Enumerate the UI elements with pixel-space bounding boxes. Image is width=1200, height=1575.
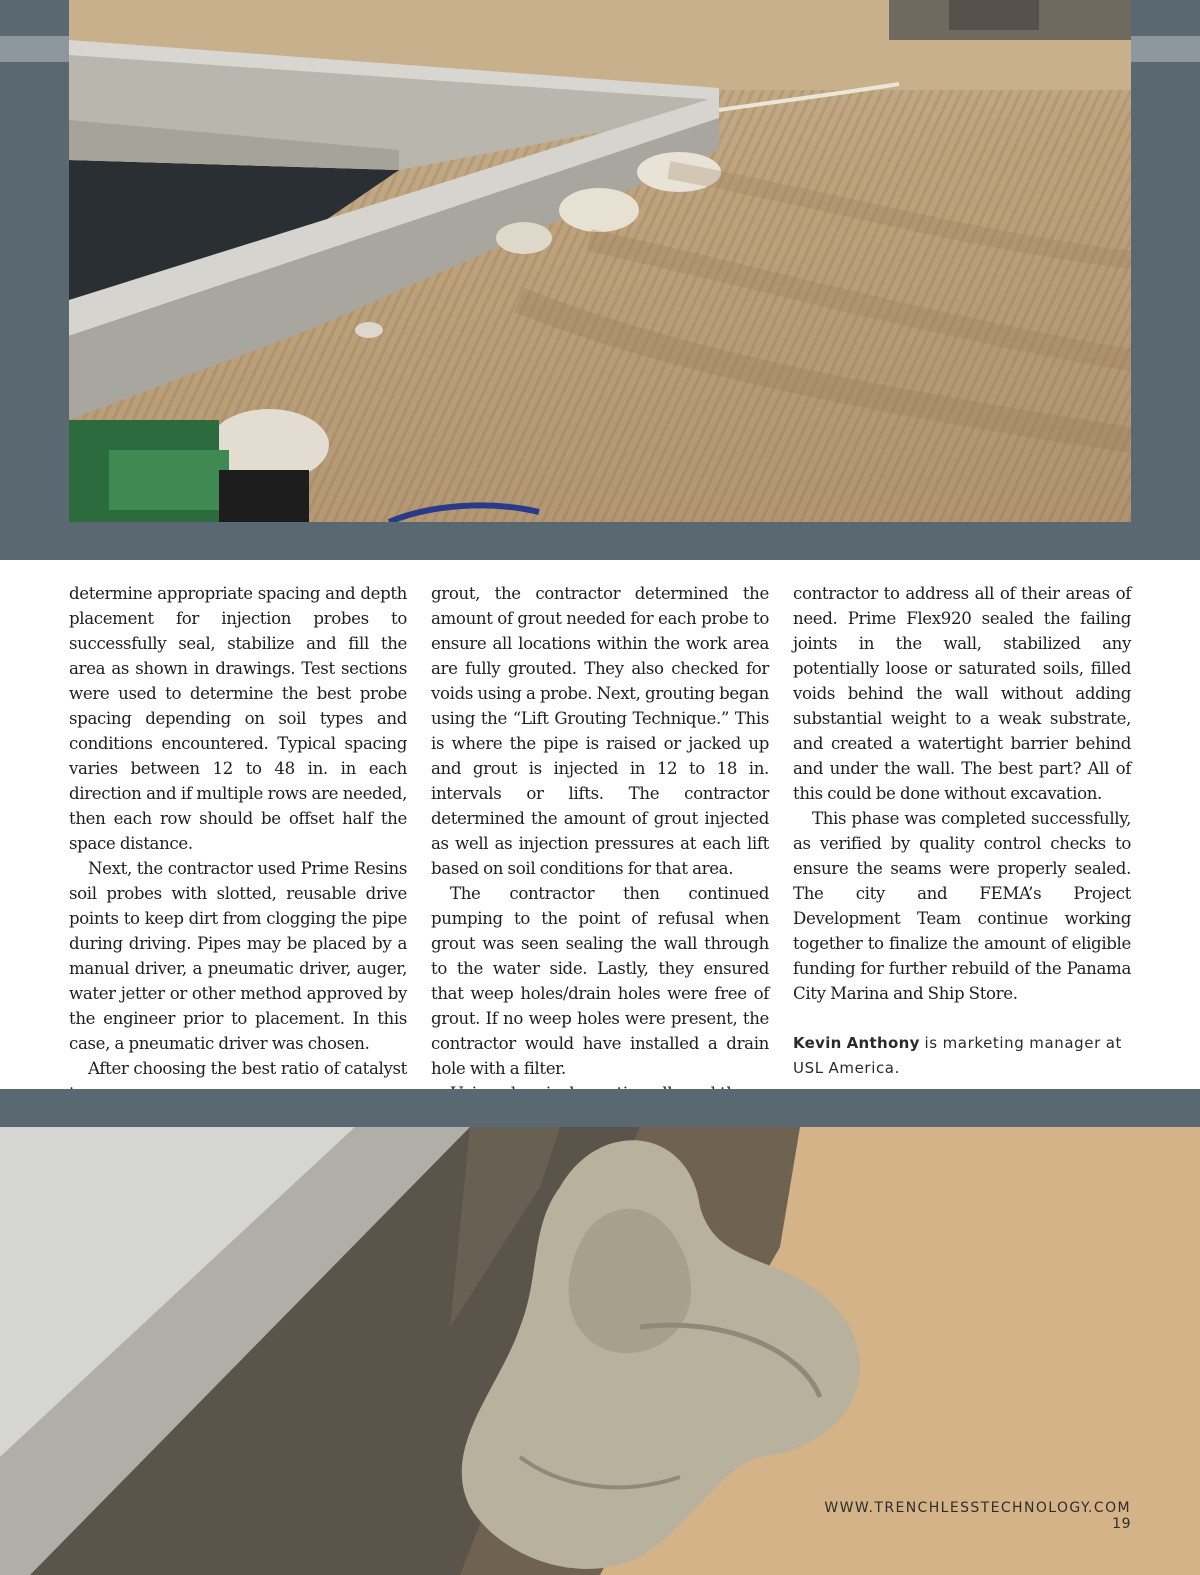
author-bio xyxy=(793,1031,1131,1081)
author-bio-text: is marketing manager at USL America. xyxy=(793,1034,1123,1077)
paragraph: After choosing the best ratio of catalyst xyxy=(88,1059,407,1078)
article-column-3 xyxy=(793,581,1131,1081)
top-photo-band xyxy=(0,0,1200,560)
band-stripe-right xyxy=(1131,36,1200,62)
page-footer xyxy=(793,1500,1131,1532)
website-url: WWW.TRENCHLESSTECHNOLOGY.COM xyxy=(824,1500,1131,1516)
paragraph: This phase was completed successfully, as verified by quality control checks to ensure the seams were properly sealed. The city and FEMA’s Project Development Team continue working together to finalize the amount of eligible funding for further rebuild of the Panama City Marina and Ship Store. xyxy=(793,809,1131,1003)
article-column-1 xyxy=(69,581,407,1106)
paragraph: grout, the contractor determined the amount of grout needed for each probe to ensure all locations within the work area are fully grouted. They also checked for voids using a probe. Next, grouting began using the “Lift Grouting Technique.” This is where the pipe is raised or jacked up and grout is injected in 12 to 18 in. intervals or lifts. The contractor determined the amount of grout injected as well as injection pressures at each lift based on soil conditions for that area. xyxy=(431,584,769,878)
paragraph: Next, the contractor used Prime Resins soil probes with slotted, reusable drive points to keep dirt from clogging the pipe during driving. Pipes may be placed by a manual driver, a pneumatic driver, auger, water jetter or other method approved by the engineer prior to placement. In this case, a pneumatic driver was chosen. xyxy=(69,859,407,1053)
seawall-sand-photo xyxy=(69,0,1131,522)
author-name: Kevin Anthony xyxy=(793,1034,920,1052)
bottom-photo-band xyxy=(0,1089,1200,1127)
paragraph: The contractor then continued pumping to the point of refusal when grout was seen sealing the wall through to the water side. Lastly, they ensured that weep holes/drain holes were free of grout. If no weep holes were present, the contractor would have installed a drain hole with a filter. xyxy=(431,884,769,1078)
seawall-photo-illustration xyxy=(69,0,1131,522)
band-stripe-left xyxy=(0,36,69,62)
article-column-2 xyxy=(431,581,769,1106)
paragraph: determine appropriate spacing and depth placement for injection probes to successfully seal, stabilize and fill the area as shown in drawings. Test sections were used to determine the best probe spacing depending on soil types and conditions encountered. Typical spacing varies between 12 to 48 in. in each direction and if multiple rows are needed, then each row should be offset half the space distance. xyxy=(69,584,407,853)
paragraph: contractor to address all of their areas of need. Prime Flex920 sealed the failing joints in the wall, stabilized any potentially loose or saturated soils, filled voids behind the wall without adding substantial weight to a weak substrate, and created a watertight barrier behind and under the wall. The best part? All of this could be done without excavation. xyxy=(793,584,1131,803)
page-number: 19 xyxy=(1112,1516,1131,1532)
